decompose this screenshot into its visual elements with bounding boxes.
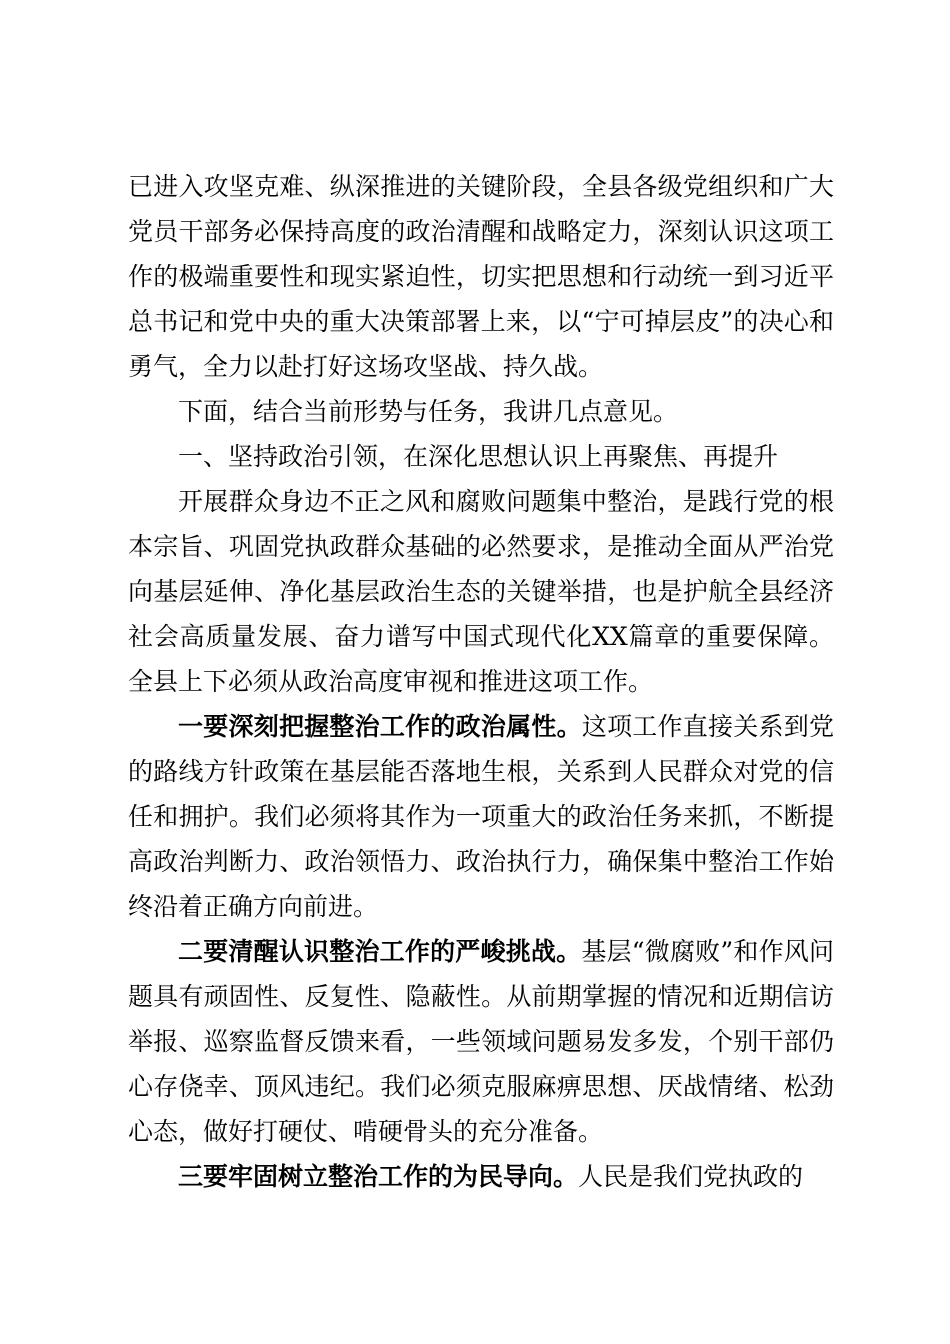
paragraph-lead: 二要清醒认识整治工作的严峻挑战。	[178, 937, 582, 966]
paragraph-7	[128, 1154, 834, 1199]
paragraph-lead: 三要牢固树立整治工作的为民导向。	[178, 1162, 579, 1191]
paragraph-5	[128, 704, 834, 929]
paragraph-6	[128, 929, 834, 1154]
section-heading	[128, 434, 834, 479]
paragraph-text: 下面，结合当前形势与任务，我讲几点意见。	[178, 397, 679, 426]
paragraph-text: 这项工作直接关系到党的路线方针政策在基层能否落地生根，关系到人民群众对党的信任和拥护。我们必须将其作为一项重大的政治任务来抓，不断提高政治判断力、政治领悟力、政治执行力，确保集中整治工作始终沿着正确方向前进。	[128, 712, 834, 921]
paragraph-text: 开展群众身边不正之风和腐败问题集中整治，是践行党的根本宗旨、巩固党执政群众基础的必然要求，是推动全面从严治党向基层延伸、净化基层政治生态的关键举措，也是护航全县经济社会高质量发展、奋力谱写中国式现代化XX篇章的重要保障。全县上下必须从政治高度审视和推进这项工作。	[128, 487, 834, 696]
paragraph-text: 人民是我们党执政的	[578, 1162, 804, 1191]
section-heading-text: 一、坚持政治引领，在深化思想认识上再聚焦、再提升	[178, 442, 779, 471]
paragraph-2	[128, 389, 834, 434]
paragraph-1	[128, 164, 834, 389]
paragraph-text: 已进入攻坚克难、纵深推进的关键阶段，全县各级党组织和广大党员干部务必保持高度的政治清醒和战略定力，深刻认识这项工作的极端重要性和现实紧迫性，切实把思想和行动统一到习近平总书记和党中央的重大决策部署上来，以“宁可掉层皮”的决心和勇气，全力以赴打好这场攻坚战、持久战。	[128, 172, 834, 381]
paragraph-text: 基层“微腐败”和作风问题具有顽固性、反复性、隐蔽性。从前期掌握的情况和近期信访举报、巡察监督反馈来看，一些领域问题易发多发，个别干部仍心存侥幸、顶风违纪。我们必须克服麻痹思想、厌战情绪、松劲心态，做好打硬仗、啃硬骨头的充分准备。	[128, 937, 834, 1146]
paragraph-lead: 一要深刻把握整治工作的政治属性。	[178, 712, 582, 741]
document-body	[128, 164, 834, 1199]
paragraph-4	[128, 479, 834, 704]
